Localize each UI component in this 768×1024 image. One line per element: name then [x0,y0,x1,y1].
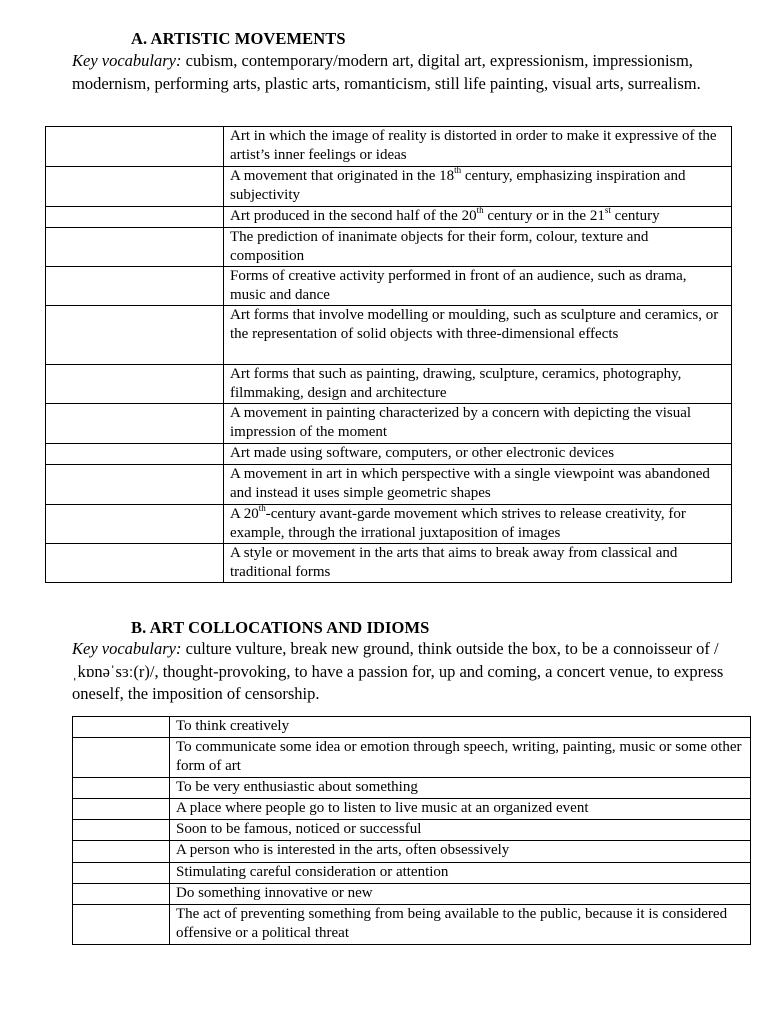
answer-cell[interactable] [73,820,170,841]
section-a-heading: A. ARTISTIC MOVEMENTS [131,29,346,48]
definition-text: Stimulating careful consideration or attention [176,864,449,880]
definition-text: A style or movement in the arts that aims to break away from classical and traditional forms [230,545,678,580]
definition-text: Soon to be famous, noticed or successful [176,821,422,837]
ordinal-suffix: th [258,503,266,513]
definition-text: A movement that originated in the 18 [230,168,455,184]
definition-cell [224,228,732,267]
definition-cell [170,778,751,799]
definition-cell [170,905,751,945]
table-row [46,444,732,465]
answer-cell[interactable] [73,738,170,778]
key-vocabulary-list: cubism, contemporary/modern art, digital art, expressionism, impressionism, modernism, performing arts, plastic arts, romanticism, still life painting, visual arts, surrealism. [72,51,701,93]
definition-text: Art produced in the second half of the 20 [230,208,477,224]
table-row [73,778,751,799]
answer-cell[interactable] [73,778,170,799]
definition-text: To communicate some idea or emotion through speech, writing, painting, music or some other form of art [176,739,742,774]
ordinal-suffix: st [604,205,611,215]
definition-text: A movement in painting characterized by a concern with depicting the visual impression of the moment [230,405,692,440]
table-row [73,820,751,841]
definition-cell [224,127,732,167]
definition-text: A place where people go to listen to live music at an organized event [176,800,589,816]
table-row [46,404,732,444]
definition-cell [224,167,732,207]
table-row [46,207,732,228]
definition-cell [224,404,732,444]
answer-cell[interactable] [46,465,224,505]
table-row [46,544,732,583]
definition-text: Forms of creative activity performed in front of an audience, such as drama, music and dance [230,268,687,303]
key-vocabulary-label: Key vocabulary: [72,639,182,658]
answer-cell[interactable] [46,167,224,207]
answer-cell[interactable] [73,799,170,820]
definition-cell [170,820,751,841]
answer-cell[interactable] [46,306,224,365]
answer-cell[interactable] [46,267,224,306]
answer-cell[interactable] [46,207,224,228]
table-row [73,884,751,905]
key-vocabulary-label: Key vocabulary: [72,51,182,70]
definition-cell [170,841,751,863]
definition-text: Do something innovative or new [176,885,373,901]
definition-text: century, emphasizing inspiration and subjectivity [230,168,686,203]
definition-text: A 20 [230,506,259,522]
definition-text: The prediction of inanimate objects for their form, colour, texture and composition [230,229,649,264]
ordinal-suffix: th [476,205,484,215]
definition-cell [224,365,732,404]
answer-cell[interactable] [73,884,170,905]
definition-cell [170,738,751,778]
definition-cell [224,544,732,583]
answer-cell[interactable] [46,404,224,444]
table-row [46,127,732,167]
definition-cell [170,717,751,738]
answer-cell[interactable] [46,228,224,267]
table-row [46,267,732,306]
section-b-heading: B. ART COLLOCATIONS AND IDIOMS [131,618,430,637]
table-row [73,905,751,945]
table-row [46,306,732,365]
section-b-key-vocabulary [72,638,742,706]
section-a-table [45,126,732,583]
table-row [73,738,751,778]
definition-cell [224,465,732,505]
ordinal-suffix: th [454,165,462,175]
table-row [46,465,732,505]
answer-cell[interactable] [73,863,170,884]
definition-cell [170,863,751,884]
definition-text: The act of preventing something from being available to the public, because it is considered offensive or a political threat [176,906,728,941]
definition-cell [170,799,751,820]
definition-text: Art made using software, computers, or other electronic devices [230,445,615,461]
definition-text: century or in the 21 [483,208,605,224]
table-row [73,841,751,863]
answer-cell[interactable] [46,544,224,583]
definition-cell [224,306,732,365]
answer-cell[interactable] [46,365,224,404]
table-row [46,228,732,267]
table-row [46,167,732,207]
section-b-table [72,716,751,945]
answer-cell[interactable] [73,841,170,863]
definition-text: To be very enthusiastic about something [176,779,418,795]
definition-cell [224,444,732,465]
definition-text: -century avant-garde movement which strives to release creativity, for example, through the irrational juxtaposition of images [230,506,686,541]
definition-text: Art forms that such as painting, drawing, sculpture, ceramics, photography, filmmaking, design and architecture [230,366,682,401]
table-row [73,863,751,884]
answer-cell[interactable] [46,505,224,544]
definition-cell [224,267,732,306]
definition-cell [170,884,751,905]
definition-text: century [610,208,660,224]
definition-text: A movement in art in which perspective with a single viewpoint was abandoned and instead it uses simple geometric shapes [230,466,710,501]
table-row [73,799,751,820]
definition-text: To think creatively [176,718,290,734]
key-vocabulary-list: culture vulture, break new ground, think outside the box, to be a connoisseur of /ˌkɒnəˈsɜː(r)/, thought-provoking, to have a passion for, up and coming, a concert venue, to express oneself, the imposition of censorship. [72,639,724,703]
section-a-key-vocabulary [72,50,712,95]
definition-cell [224,207,732,228]
table-row [46,365,732,404]
table-row [46,505,732,544]
definition-text: Art in which the image of reality is distorted in order to make it expressive of the artist’s inner feelings or ideas [230,128,717,163]
answer-cell[interactable] [46,444,224,465]
definition-cell [224,505,732,544]
answer-cell[interactable] [73,717,170,738]
definition-text: A person who is interested in the arts, often obsessively [176,842,510,858]
answer-cell[interactable] [46,127,224,167]
definition-text: Art forms that involve modelling or moulding, such as sculpture and ceramics, or the representation of solid objects with three-dimensional effects [230,307,719,342]
table-row [73,717,751,738]
answer-cell[interactable] [73,905,170,945]
